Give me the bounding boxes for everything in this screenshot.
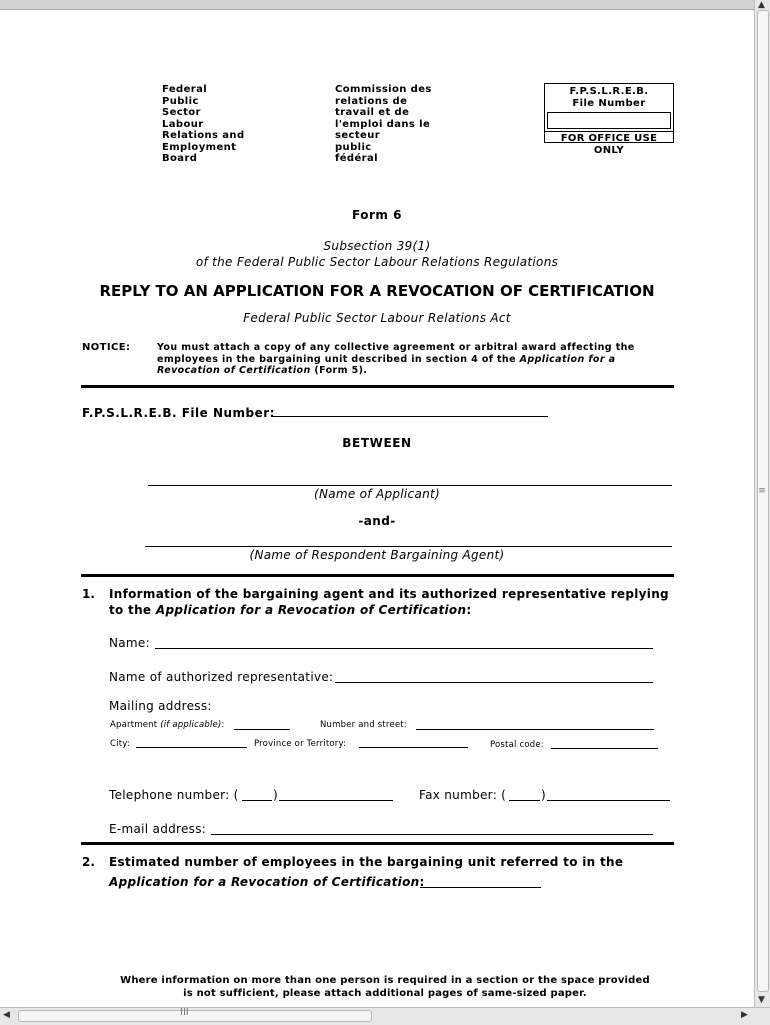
- board-name-line: Sector: [162, 107, 201, 118]
- postal-code-label: Postal code:: [490, 740, 544, 750]
- applicant-name-field[interactable]: [148, 470, 672, 486]
- horizontal-grip-icon: III: [180, 1007, 189, 1018]
- vertical-grip-icon: ≡: [758, 486, 766, 496]
- mailing-label: Mailing address:: [109, 699, 212, 713]
- telephone-field[interactable]: [279, 786, 393, 801]
- board-name-english: [162, 84, 245, 165]
- rep-name-field[interactable]: [335, 668, 653, 683]
- apartment-label: [110, 720, 225, 730]
- horizontal-scroll-thumb[interactable]: [18, 1010, 372, 1022]
- section-1-number: 1.: [82, 587, 95, 601]
- fax-field[interactable]: [547, 786, 670, 801]
- name-label: Name:: [109, 636, 150, 650]
- footer-note: is not sufficient, please attach additional pages of same-sized paper.: [183, 988, 587, 999]
- office-use-box: [544, 83, 674, 156]
- city-label: City:: [110, 739, 130, 749]
- section-2-colon: :: [419, 875, 425, 889]
- notice-text-part: (Form 5).: [310, 365, 368, 376]
- rep-label: Name of authorized representative:: [109, 670, 334, 684]
- apartment-label-text: Apartment: [110, 720, 161, 730]
- province-label: Province or Territory:: [254, 739, 347, 749]
- board-name-line: Commission des: [335, 84, 432, 95]
- board-name-line: relations de: [335, 95, 408, 107]
- regulations: of the Federal Public Sector Labour Relations Regulations: [195, 255, 559, 269]
- employee-count-field[interactable]: [420, 873, 541, 888]
- apartment-field[interactable]: [234, 718, 290, 730]
- street-field[interactable]: [416, 718, 654, 730]
- board-name-line: Public: [162, 95, 199, 107]
- office-box-title: F.P.S.L.R.E.B. File Number: [569, 86, 649, 109]
- section-2-heading: Estimated number of employees in the bargaining unit referred to in the: [109, 855, 624, 869]
- scroll-left-arrow-icon[interactable]: ◀: [3, 1010, 10, 1020]
- board-name-line: public: [335, 141, 372, 153]
- between-label: BETWEEN: [342, 436, 412, 450]
- telephone-area-code-field[interactable]: [242, 786, 272, 801]
- board-name-line: Board: [162, 153, 198, 164]
- respondent-name-field[interactable]: [145, 531, 672, 547]
- divider: [81, 385, 674, 388]
- office-file-number-field[interactable]: [547, 112, 671, 129]
- apartment-colon: :: [221, 720, 225, 730]
- vertical-scroll-thumb[interactable]: [757, 10, 769, 992]
- section-2-number: 2.: [82, 855, 95, 869]
- telephone-label: Telephone number: (: [109, 788, 239, 802]
- postal-code-field[interactable]: [551, 738, 658, 749]
- board-name-line: Labour: [162, 118, 204, 130]
- footer-note: Where information on more than one person is required in a section or the space provided: [120, 975, 650, 986]
- window-top-edge: [0, 0, 770, 10]
- act-name: Federal Public Sector Labour Relations Act: [243, 311, 511, 325]
- section-1-heading-text: Information of the bargaining agent and its authorized representative replying to the: [109, 587, 669, 617]
- board-name-french: [335, 84, 432, 165]
- email-field[interactable]: [211, 820, 653, 835]
- divider: [81, 842, 674, 845]
- section-2-heading-2: [109, 875, 425, 889]
- section-1-heading: [109, 587, 669, 618]
- scroll-up-arrow-icon[interactable]: ▲: [758, 0, 765, 10]
- and-label: -and-: [358, 514, 396, 528]
- board-name-line: fédéral: [335, 153, 378, 164]
- city-field[interactable]: [136, 737, 247, 748]
- notice-text-part: You must attach a copy of any collective agreement or arbitral award affecting the employees in the bargaining unit described in section 4 of the: [157, 342, 635, 365]
- section-1-heading-text: :: [466, 602, 472, 617]
- scroll-down-arrow-icon[interactable]: ▼: [758, 995, 765, 1005]
- board-name-line: secteur: [335, 130, 381, 141]
- notice-label: NOTICE:: [82, 342, 131, 353]
- board-name-line: travail et de: [335, 107, 410, 118]
- street-label: Number and street:: [320, 720, 407, 730]
- fax-paren: ): [541, 788, 546, 802]
- apartment-qualifier: (if applicable): [160, 720, 222, 730]
- board-name-line: Relations and: [162, 130, 245, 141]
- section-2-form-ref: Application for a Revocation of Certification: [109, 875, 420, 889]
- scroll-right-arrow-icon[interactable]: ▶: [741, 1010, 748, 1020]
- file-number-label: F.P.S.L.R.E.B. File Number:: [82, 406, 275, 420]
- province-field[interactable]: [359, 737, 468, 748]
- notice-text: [157, 342, 671, 377]
- board-name-line: l'emploi dans le: [335, 118, 431, 130]
- section-1-form-ref: Application for a Revocation of Certification: [155, 602, 467, 617]
- fax-label: Fax number: (: [419, 788, 507, 802]
- divider: [81, 574, 674, 577]
- subsection: Subsection 39(1): [323, 239, 431, 253]
- file-number-field[interactable]: [272, 404, 548, 417]
- office-box-footer: FOR OFFICE USE ONLY: [545, 131, 673, 156]
- fax-area-code-field[interactable]: [509, 786, 540, 801]
- email-label: E-mail address:: [109, 822, 207, 836]
- telephone-paren: ): [273, 788, 278, 802]
- form-title: REPLY TO AN APPLICATION FOR A REVOCATION OF CERTIFICATION: [99, 282, 655, 300]
- board-name-line: Employment: [162, 141, 237, 153]
- form-number: Form 6: [352, 208, 402, 222]
- name-field[interactable]: [155, 634, 653, 649]
- respondent-caption: (Name of Respondent Bargaining Agent): [249, 548, 505, 562]
- board-name-line: Federal: [162, 84, 208, 95]
- notice-form-ref: Application for a Revocation of Certification: [157, 353, 616, 376]
- applicant-caption: (Name of Applicant): [313, 487, 441, 501]
